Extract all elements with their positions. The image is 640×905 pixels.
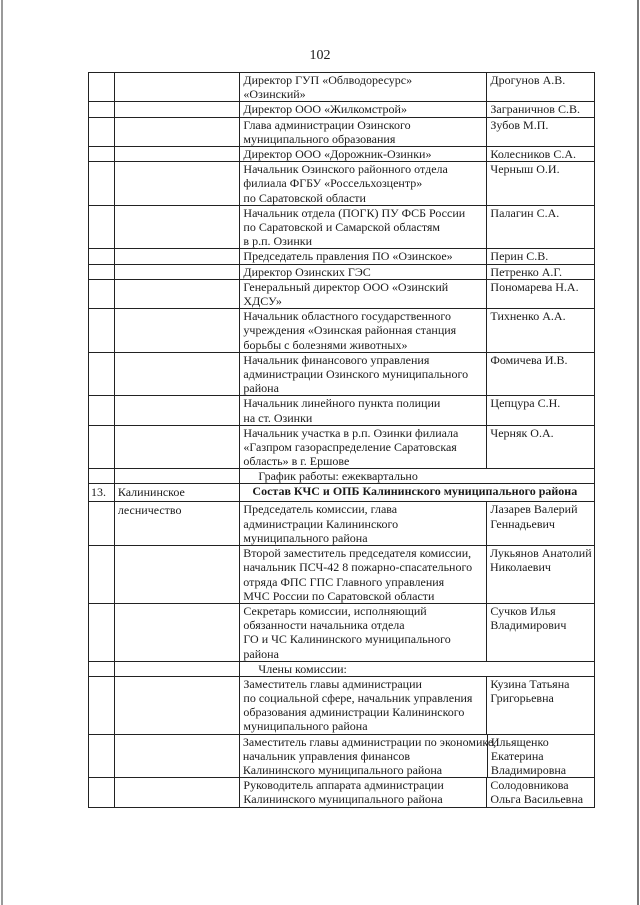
position-cell-line: Директор ООО «Жилкомстрой»: [243, 102, 407, 117]
organization-cell: [115, 426, 241, 469]
number-cell: [89, 309, 115, 352]
table-row: [88, 777, 595, 807]
table-row: [88, 101, 595, 116]
position-cell-line: «Озинский»: [243, 87, 306, 102]
organization-cell: [115, 206, 241, 249]
number-cell: [89, 778, 115, 806]
position-cell-line: Калининского муниципального района: [242, 762, 443, 777]
name-cell-line: Сучков Илья: [490, 603, 556, 618]
position-cell-line: область» в г. Ершове: [243, 454, 350, 469]
organization-cell: [115, 484, 241, 501]
table-row: [88, 161, 595, 205]
position-cell-line: муниципального района: [243, 719, 368, 734]
name-cell-line: Солодовникова: [490, 778, 569, 793]
position-cell-line: ГО и ЧС Калининского муниципального: [243, 632, 451, 647]
position-cell-line: администрации Калининского: [243, 516, 399, 531]
table-row: [88, 676, 595, 734]
position-cell-line: по Саратовской и Самарской областям: [243, 220, 441, 235]
name-cell: [487, 353, 594, 396]
position-cell-line: Начальник участка в р.п. Озинки филиала: [243, 425, 459, 440]
name-cell: [487, 118, 594, 146]
position-cell: [240, 309, 487, 352]
name-cell: [488, 735, 594, 778]
name-cell: [487, 102, 594, 116]
name-cell-line: Петренко А.Г.: [490, 264, 563, 279]
number-cell: [89, 546, 115, 603]
position-cell-line: по социальной сфере, начальник управления: [243, 690, 473, 705]
name-cell: [487, 206, 594, 249]
table-row: [88, 308, 595, 352]
row-number: 13.: [89, 484, 115, 501]
position-cell-line: Глава администрации Озинского: [243, 117, 411, 132]
name-cell-line: Владимирович: [490, 618, 567, 633]
position-cell: [240, 677, 487, 734]
members-label: Члены комиссии:: [258, 661, 347, 676]
name-cell: [487, 677, 594, 734]
number-cell: [89, 677, 115, 734]
organization-cell: [115, 73, 241, 101]
position-cell-line: учреждения «Озинская районная станция: [243, 323, 457, 338]
number-cell: [89, 502, 115, 545]
position-cell-line: ХДСУ»: [243, 294, 282, 309]
name-cell: [487, 73, 594, 101]
number-cell: [89, 426, 115, 469]
organization-cell: [115, 469, 241, 483]
number-cell: [89, 102, 115, 116]
table-row: [88, 146, 595, 161]
position-cell-line: образования администрации Калининского: [243, 705, 465, 720]
number-cell: [89, 396, 115, 424]
number-cell: [89, 604, 115, 661]
position-cell-line: Генеральный директор ООО «Озинский: [243, 279, 449, 294]
position-cell-line: Начальник линейного пункта полиции: [243, 396, 441, 411]
number-cell: [89, 249, 115, 263]
table-row: [88, 395, 595, 424]
name-cell-line: Черняк О.А.: [490, 425, 554, 440]
number-cell: [89, 206, 115, 249]
organization-cell: [115, 280, 241, 308]
position-cell-line: на ст. Озинки: [243, 410, 313, 425]
table-row: [88, 117, 595, 146]
table-row: [88, 603, 595, 661]
position-cell-line: Секретарь комиссии, исполняющий: [243, 603, 427, 618]
members-label-row: [88, 661, 595, 676]
position-cell: [240, 206, 487, 249]
organization-cell: [115, 778, 241, 806]
position-cell-line: Директор ГУП «Облводоресурс»: [243, 73, 413, 87]
name-cell-line: Тихненко А.А.: [490, 309, 566, 324]
position-cell-line: по Саратовской области: [243, 190, 366, 205]
position-cell-line: Калининского муниципального района: [243, 792, 443, 807]
position-cell: [240, 73, 487, 101]
scan-edge-left: [1, 0, 3, 905]
name-cell: [487, 604, 594, 661]
organization-cell: [115, 353, 241, 396]
organization-cell-line: лесничество: [117, 503, 182, 518]
name-cell-line: Пономарева Н.А.: [490, 279, 579, 294]
position-cell-line: «Газпром газораспределение Саратовская: [243, 440, 457, 455]
position-cell-line: муниципального образования: [243, 131, 396, 146]
name-cell: [487, 249, 594, 263]
organization-cell: [115, 546, 240, 603]
position-cell-line: начальник управления финансов: [242, 748, 411, 763]
position-cell-line: Начальник Озинского районного отдела: [243, 162, 448, 177]
position-cell-line: Заместитель главы администрации по экономике,: [242, 734, 497, 749]
name-cell-line: Дрогунов А.В.: [490, 73, 566, 87]
name-cell-line: Фомичева И.В.: [490, 352, 568, 367]
organization-cell: [115, 735, 240, 778]
page-number: 102: [309, 48, 331, 63]
commission-table: [88, 72, 595, 808]
name-cell: [487, 147, 594, 161]
position-cell-line: Второй заместитель председателя комиссии,: [243, 546, 472, 561]
name-cell-line: Черныш О.И.: [490, 162, 560, 177]
position-cell-line: Председатель правления ПО «Озинское»: [243, 249, 453, 264]
number-cell: [89, 265, 115, 279]
name-cell-line: Зубов М.П.: [490, 117, 549, 132]
section-heading-row: [88, 483, 595, 501]
name-cell-line: Цепцура С.Н.: [490, 396, 561, 411]
position-cell: [240, 102, 487, 116]
table-row: [88, 501, 595, 545]
position-cell-line: Начальник финансового управления: [243, 352, 430, 367]
name-cell: [487, 265, 594, 279]
number-cell: [89, 735, 115, 778]
position-cell: [240, 280, 487, 308]
position-cell: [240, 426, 487, 469]
organization-cell: [115, 662, 241, 676]
position-cell: [240, 546, 487, 603]
position-cell: [240, 604, 487, 661]
name-cell-line: Палагин С.А.: [490, 205, 560, 220]
position-cell-line: Начальник отдела (ПОГК) ПУ ФСБ России: [243, 205, 466, 220]
position-cell-line: Председатель комиссии, глава: [243, 502, 398, 517]
name-cell: [487, 502, 594, 545]
position-cell-line: борьбы с болезнями животных»: [243, 337, 408, 352]
position-cell-line: Директор ООО «Дорожник-Озинки»: [243, 147, 432, 162]
schedule-text: График работы: ежеквартально: [258, 469, 418, 484]
position-cell-line: Директор Озинских ГЭС: [243, 264, 371, 279]
name-cell-line: Заграничнов С.В.: [490, 102, 580, 117]
organization-cell: [115, 396, 241, 424]
schedule-row: [88, 468, 595, 483]
position-cell: [240, 249, 487, 263]
organization-cell: [115, 502, 241, 545]
section-heading: Состав КЧС и ОПБ Калининского муниципального района: [252, 484, 578, 499]
position-cell: [240, 502, 487, 545]
position-cell-line: Руководитель аппарата администрации: [243, 778, 444, 793]
organization-cell: [115, 265, 241, 279]
name-cell-line: Григорьевна: [490, 690, 554, 705]
position-cell: [240, 118, 487, 146]
name-cell-line: Лукьянов Анатолий: [490, 546, 592, 561]
position-cell-line: обязанности начальника отдела: [243, 618, 405, 633]
table-row: [88, 545, 595, 603]
name-cell: [487, 546, 594, 603]
organization-cell-line: Калининское: [117, 485, 185, 500]
organization-cell: [115, 102, 241, 116]
name-cell: [487, 396, 594, 424]
table-row: [88, 205, 595, 249]
position-cell-line: Начальник областного государственного: [243, 309, 451, 324]
position-cell-line: района: [243, 381, 279, 396]
number-cell: [89, 118, 115, 146]
position-cell-line: администрации Озинского муниципального: [243, 367, 469, 382]
position-cell: [240, 162, 487, 205]
position-cell-line: Заместитель главы администрации: [243, 676, 422, 691]
number-cell: [89, 73, 115, 101]
organization-cell: [115, 677, 241, 734]
table-row: [88, 264, 595, 279]
name-cell-line: Екатерина: [490, 748, 544, 763]
name-cell-line: Геннадьевич: [490, 516, 555, 531]
position-cell: [240, 734, 497, 778]
scan-edge-right: [637, 0, 639, 905]
table-row: [88, 248, 595, 263]
position-cell: [240, 396, 487, 424]
position-cell-line: отряда ФПС ГПС Главного управления: [243, 574, 445, 589]
number-cell: [89, 280, 115, 308]
table-row: [88, 425, 595, 469]
number-cell: [89, 353, 115, 396]
name-cell: [487, 778, 594, 806]
position-cell: [240, 147, 487, 161]
position-cell-line: начальник ПСЧ-42 8 пожарно-спасательного: [243, 560, 473, 575]
name-cell: [487, 162, 594, 205]
organization-cell: [115, 147, 241, 161]
name-cell-line: Перин С.В.: [490, 249, 549, 264]
organization-cell: [115, 309, 241, 352]
name-cell-line: Лазарев Валерий: [490, 502, 578, 517]
number-cell: [89, 162, 115, 205]
number-cell: [89, 662, 115, 676]
organization-cell: [115, 249, 241, 263]
name-cell-line: Ольга Васильевна: [490, 792, 584, 807]
position-cell-line: филиала ФГБУ «Россельхозцентр»: [243, 176, 423, 191]
position-cell: [240, 265, 487, 279]
table-row: [88, 72, 595, 101]
position-cell-line: района: [243, 646, 279, 661]
name-cell: [487, 309, 594, 352]
name-cell-line: Владимировна: [490, 762, 567, 777]
position-cell-line: МЧС России по Саратовской области: [243, 588, 435, 603]
position-cell: [240, 353, 487, 396]
name-cell-line: Ильященко: [490, 734, 549, 749]
table-row: [88, 734, 595, 778]
name-cell-line: Кузина Татьяна: [490, 676, 570, 691]
table-row: [88, 352, 595, 396]
name-cell: [487, 280, 594, 308]
name-cell: [487, 426, 594, 469]
table-row: [88, 279, 595, 308]
organization-cell: [115, 118, 241, 146]
position-cell: [240, 778, 487, 806]
position-cell-line: муниципального района: [243, 530, 368, 545]
position-cell-line: в р.п. Озинки: [243, 234, 312, 249]
name-cell-line: Николаевич: [490, 560, 551, 575]
organization-cell: [115, 162, 241, 205]
organization-cell: [115, 604, 241, 661]
number-cell: [89, 469, 115, 483]
number-cell: [89, 147, 115, 161]
name-cell-line: Колесников С.А.: [490, 147, 576, 162]
